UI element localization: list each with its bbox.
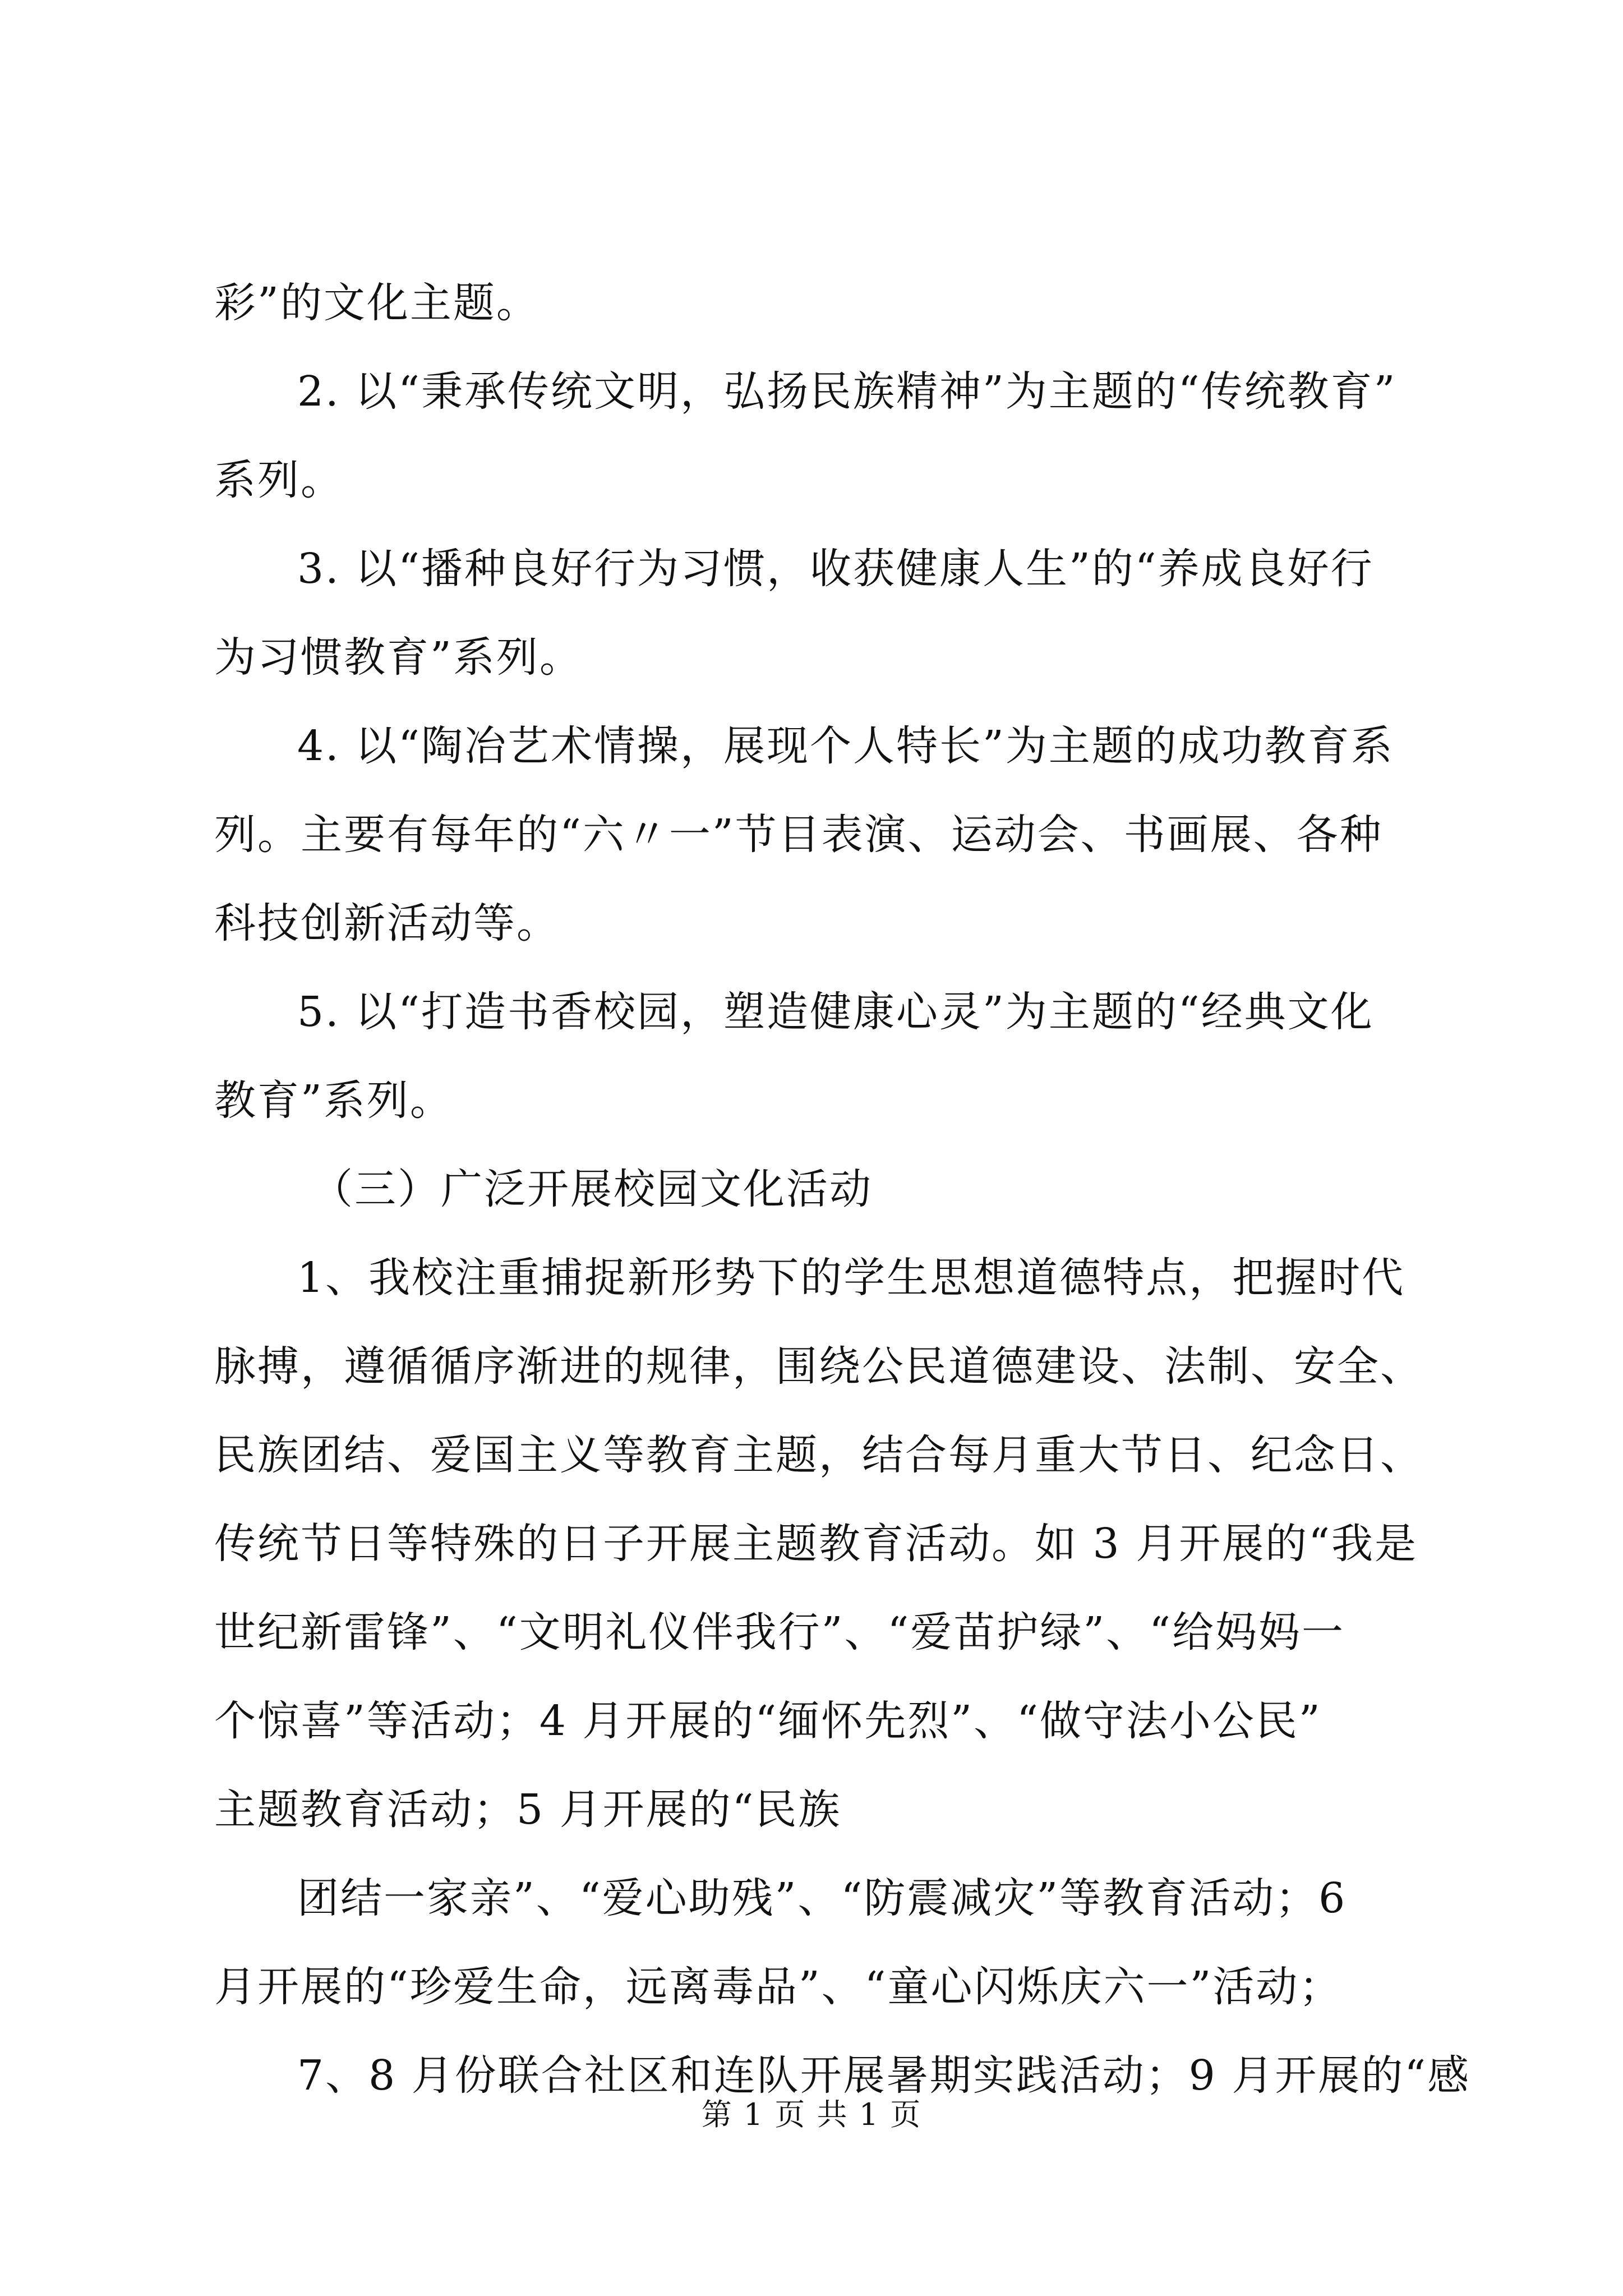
text-line: 民族团结、爱国主义等教育主题，结合每月重大节日、纪念日、 xyxy=(214,1431,1423,1479)
page-footer: 第 1 页 共 1 页 xyxy=(701,2097,922,2132)
text-line: 4. 以“陶冶艺术情操，展现个人特长”为主题的成功教育系 xyxy=(297,722,1394,770)
text-line: 3. 以“播种良好行为习惯，收获健康人生”的“养成良好行 xyxy=(297,545,1374,593)
text-line: 彩”的文化主题。 xyxy=(214,279,540,327)
text-line: 5. 以“打造书香校园，塑造健康心灵”为主题的“经典文化 xyxy=(297,988,1374,1036)
text-line: 列。主要有每年的“六〃一”节目表演、运动会、书画展、各种 xyxy=(214,811,1383,859)
text-line: 科技创新活动等。 xyxy=(214,899,560,947)
text-line: 脉搏，遵循循序渐进的规律，围绕公民道德建设、法制、安全、 xyxy=(214,1342,1423,1391)
text-line: 1、我校注重捕捉新形势下的学生思想道德特点，把握时代 xyxy=(297,1254,1405,1302)
text-line: 世纪新雷锋”、“文明礼仪伴我行”、“爱苗护绿”、“给妈妈一 xyxy=(214,1608,1345,1657)
text-line: 7、8 月份联合社区和连队开展暑期实践活动；9 月开展的“感 xyxy=(297,2051,1471,2100)
text-line: 教育”系列。 xyxy=(214,1076,453,1125)
section-heading: （三）广泛开展校园文化活动 xyxy=(311,1165,873,1213)
text-line: 为习惯教育”系列。 xyxy=(214,633,583,682)
text-line: 2. 以“秉承传统文明，弘扬民族精神”为主题的“传统教育” xyxy=(297,367,1397,416)
text-line: 系列。 xyxy=(214,456,344,504)
text-line: 个惊喜”等活动；4 月开展的“缅怀先烈”、“做守法小公民” xyxy=(214,1697,1322,1745)
text-line: 月开展的“珍爱生命，远离毒品”、“童心闪烁庆六一”活动； xyxy=(214,1963,1343,2011)
text-line: 传统节日等特殊的日子开展主题教育活动。如 3 月开展的“我是 xyxy=(214,1520,1418,1568)
text-line: 主题教育活动；5 月开展的“民族 xyxy=(214,1786,842,1834)
text-line: 团结一家亲”、“爱心助残”、“防震减灾”等教育活动；6 xyxy=(297,1874,1347,1922)
